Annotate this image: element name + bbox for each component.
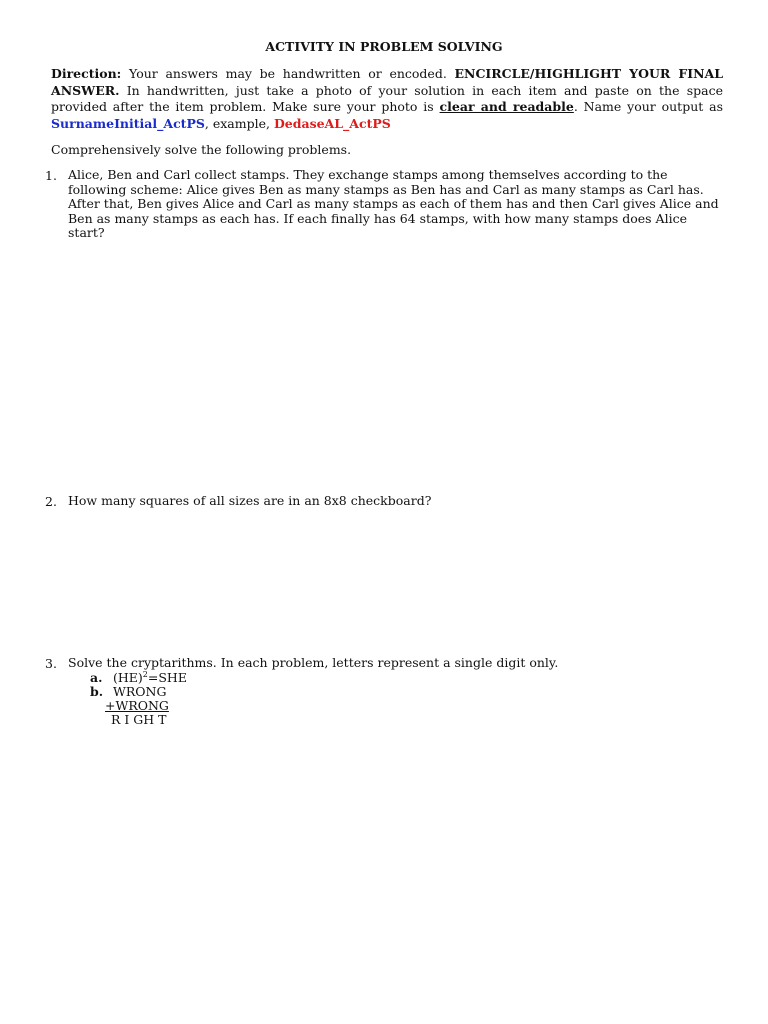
problem-3-text: Solve the cryptarithms. In each problem, letters represent a single digit only. [68,655,559,670]
problem-2 [45,494,725,509]
problem-2-text: How many squares of all sizes are in an 8x8 checkboard? [68,493,432,508]
cryptarithm-a-base: (HE) [113,670,143,685]
direction-label: Direction: [51,66,122,81]
document-title: ACTIVITY IN PROBLEM SOLVING [265,39,503,54]
direction-text-1: Your answers may be handwritten or encoded. [121,66,455,81]
direction-text-3: . Name your output as [573,99,723,114]
cryptarithm-a [113,670,187,685]
problem-1-text: Alice, Ben and Carl collect stamps. They exchange stamps among themselves according to the following scheme: Alice gives Ben as many stamps as Ben has and Carl as many stamps as Carl has. After that, Ben gives Alice and Carl as many stamps as each of them has and then Carl gives Alice and Ben as many stamps as each has. If each finally has 64 stamps, with how many stamps does Alice start? [68,167,719,241]
direction-filename-example: DedaseAL_ActPS [273,115,391,131]
direction-filename-format: SurnameInitial_ActPS [51,115,205,131]
cryptarithm-b-addend-2: +WRONG [105,698,169,713]
direction-clear-readable: clear and readable [439,99,574,114]
instruction-text: Comprehensively solve the following problems. [51,142,352,157]
cryptarithm-b-label: b. [90,684,104,699]
problem-3-number: 3. [45,656,57,671]
cryptarithm-a-label: a. [90,670,103,685]
cryptarithm-b-sum: R I GH T [111,712,167,727]
cryptarithm-b-addend-1: WRONG [113,684,167,699]
direction-text-4: , example, [204,115,274,131]
problem-2-number: 2. [45,494,57,509]
direction-paragraph [51,66,723,132]
problem-1 [45,168,725,241]
problem-3 [45,656,725,736]
direction-text-2: In handwritten, just take a photo of your solution in each item and paste on the space provided after the item problem. Make sure your photo is [51,82,723,114]
cryptarithm-a-rest: =SHE [147,670,187,685]
direction-emphasis: ENCIRCLE/HIGHLIGHT YOUR FINAL ANSWER. [51,66,723,98]
cryptarithm-a-exponent: 2 [142,669,148,679]
problem-1-number: 1. [45,168,57,183]
